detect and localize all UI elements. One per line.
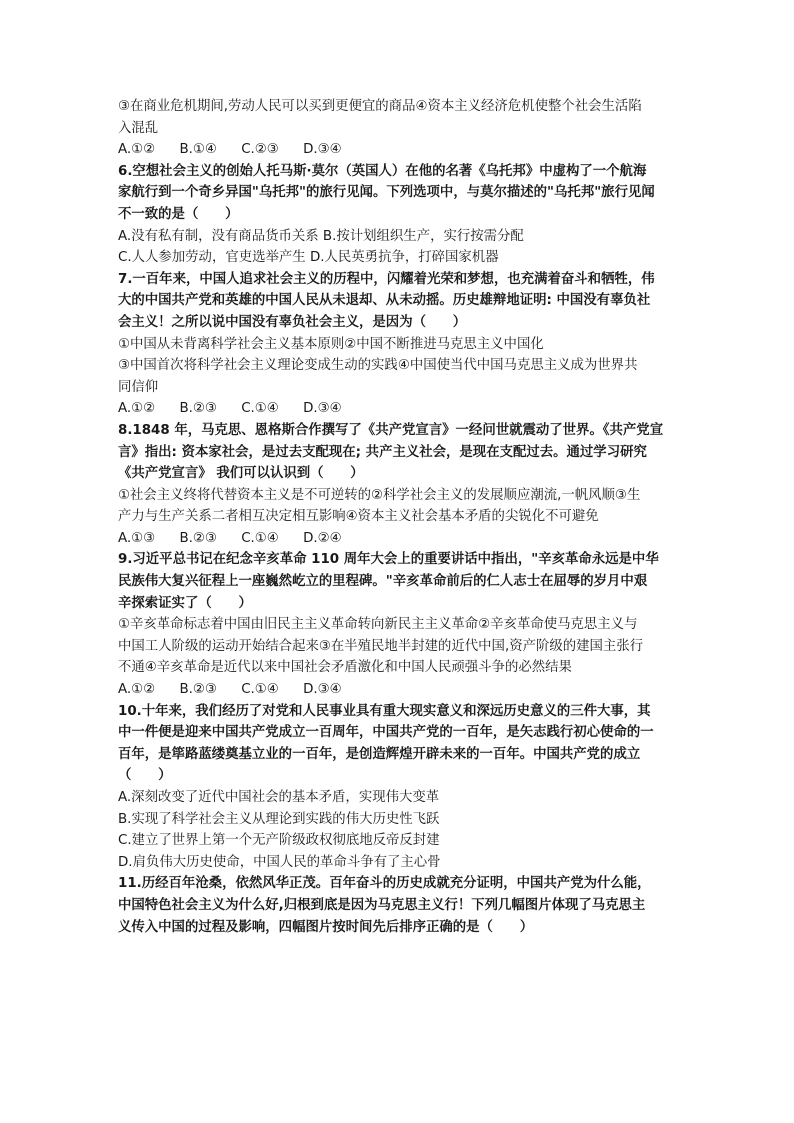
q9-item-line: 不通④辛亥革命是近代以来中国社会矛盾激化和中国人民顽强斗争的必然结果: [118, 660, 572, 676]
q9-option-b: B.②③: [179, 682, 217, 698]
q8-stem-line: 8.1848 年，马克思、恩格斯合作撰写了《共产党宣言》一经问世就震动了世界。《共产党宣: [118, 422, 664, 438]
q8-stem-line: 言》指出: 资本家社会，是过去支配现在; 共产主义社会，是现在支配过去。通过学习研究: [118, 444, 647, 460]
q9-option-c: C.①④: [241, 682, 279, 698]
q7-item-line: ①中国从未背离科学社会主义基本原则②中国不断推进马克思主义中国化: [118, 336, 544, 352]
q10-stem-line: 中一件便是迎来中国共产党成立一百周年，中国共产党的一百年，是矢志践行初心使命的一: [118, 725, 654, 741]
q8-option-c: C.①④: [241, 530, 279, 546]
q7-option-c: C.①④: [241, 401, 279, 417]
q7-option-a: A.①②: [118, 401, 156, 417]
q5-option-c: C.②③: [241, 142, 279, 158]
question-8: [118, 420, 678, 550]
question-11: [118, 873, 678, 938]
q9-item-line: ①辛亥革命标志着中国由旧民主主义革命转向新民主主义革命②辛亥革命使马克思主义与: [118, 617, 638, 633]
q11-stem-line: 11.历经百年沧桑，依然风华正茂。百年奋斗的历史成就充分证明，中国共产党为什么能，: [118, 876, 651, 892]
q7-option-b: B.②③: [179, 401, 217, 417]
q9-option-a: A.①②: [118, 682, 156, 698]
q9-option-d: D.③④: [303, 682, 342, 698]
q10-option-b: B.实现了科学社会主义从理论到实践的伟大历史性飞跃: [118, 811, 440, 827]
q6-option-line: A.没有私有制，没有商品货币关系 B.按计划组织生产，实行按需分配: [118, 228, 524, 244]
q6-stem-line: 6.空想社会主义的创始人托马斯·莫尔（英国人）在他的名著《乌托邦》中虚构了一个航海: [118, 163, 647, 179]
q5-item-line: 入混乱: [118, 120, 159, 136]
q5-option-b: B.①④: [179, 142, 217, 158]
q9-options: [118, 679, 678, 701]
q7-stem-line: 会主义！之所以说中国没有辜负社会主义，是因为（ ）: [118, 314, 467, 330]
question-9: [118, 549, 678, 700]
question-7: [118, 269, 678, 420]
q10-stem-line: 10.十年来，我们经历了对党和人民事业具有重大现实意义和深远历史意义的三件大事，其: [118, 703, 651, 719]
q7-item-line: ③中国首次将科学社会主义理论变成生动的实践④中国使当代中国马克思主义成为世界共: [118, 358, 638, 374]
q6-stem-line: 不一致的是（ ）: [118, 206, 239, 222]
q6-stem-line: 家航行到一个奇乡异国"乌托邦"的旅行见闻。下列选项中，与莫尔描述的"乌托邦"旅行见闻: [118, 185, 655, 201]
q8-item-line: ①社会主义终将代替资本主义是不可逆转的②科学社会主义的发展顺应潮流,一帆风顺③生: [118, 487, 641, 503]
q7-options: [118, 398, 678, 420]
q5-item-line: ③在商业危机期间,劳动人民可以买到更便宜的商品④资本主义经济危机使整个社会生活陷: [118, 99, 642, 114]
q9-stem-line: 辛探索证实了（ ）: [118, 595, 252, 611]
question-6: [118, 161, 678, 269]
q8-option-a: A.①③: [118, 530, 156, 546]
q5-option-d: D.③④: [303, 142, 342, 158]
exam-page: [118, 96, 678, 938]
q7-stem-line: 7.一百年来，中国人追求社会主义的历程中，闪耀着光荣和梦想，也充满着奋斗和牺牲，伟: [118, 271, 655, 287]
q10-option-a: A.深刻改变了近代中国社会的基本矛盾，实现伟大变革: [118, 790, 440, 805]
q8-option-d: D.②④: [303, 530, 342, 546]
q5-option-a: A.①②: [118, 142, 156, 158]
question-5-continued: [118, 96, 678, 161]
q6-option-line: C.人人参加劳动，官吏选举产生 D.人民英勇抗争，打碎国家机器: [118, 250, 499, 266]
q8-item-line: 产力与生产关系二者相互决定相互影响④资本主义社会基本矛盾的尖锐化不可避免: [118, 509, 599, 525]
q11-stem-line: 中国特色社会主义为什么好,归根到底是因为马克思主义行！下列几幅图片体现了马克思主: [118, 897, 646, 913]
question-10: [118, 701, 678, 874]
q8-option-b: B.②③: [179, 530, 217, 546]
q10-stem-line: 百年，是筚路蓝缕奠基立业的一百年，是创造辉煌开辟未来的一百年。中国共产党的成立: [118, 746, 641, 762]
q7-item-line: 同信仰: [118, 379, 159, 395]
q9-item-line: 中国工人阶级的运动开始结合起来③在半殖民地半封建的近代中国,资产阶级的建国主张行: [118, 638, 644, 654]
q9-stem-line: 9.习近平总书记在纪念辛亥革命 110 周年大会上的重要讲话中指出，"辛亥革命永远是中华: [118, 552, 659, 568]
q8-options: [118, 528, 678, 550]
q10-option-c: C.建立了世界上第一个无产阶级政权彻底地反帝反封建: [118, 833, 440, 849]
q8-stem-line: 《共产党宣言》 我们可以认识到（ ）: [118, 466, 364, 482]
q7-stem-line: 大的中国共产党和英雄的中国人民从未退却、从未动摇。历史雄辩地证明: 中国没有辜负社: [118, 293, 651, 309]
q5-options: [118, 139, 678, 161]
q7-option-d: D.③④: [303, 401, 342, 417]
q10-option-d: D.肩负伟大历史使命，中国人民的革命斗争有了主心骨: [118, 854, 441, 870]
q9-stem-line: 民族伟大复兴征程上一座巍然屹立的里程碑。"辛亥革命前后的仁人志士在屈辱的岁月中艰: [118, 574, 648, 590]
q11-stem-line: 义传入中国的过程及影响，四幅图片按时间先后排序正确的是（ ）: [118, 919, 534, 935]
q10-stem-line: （ ）: [118, 768, 172, 784]
